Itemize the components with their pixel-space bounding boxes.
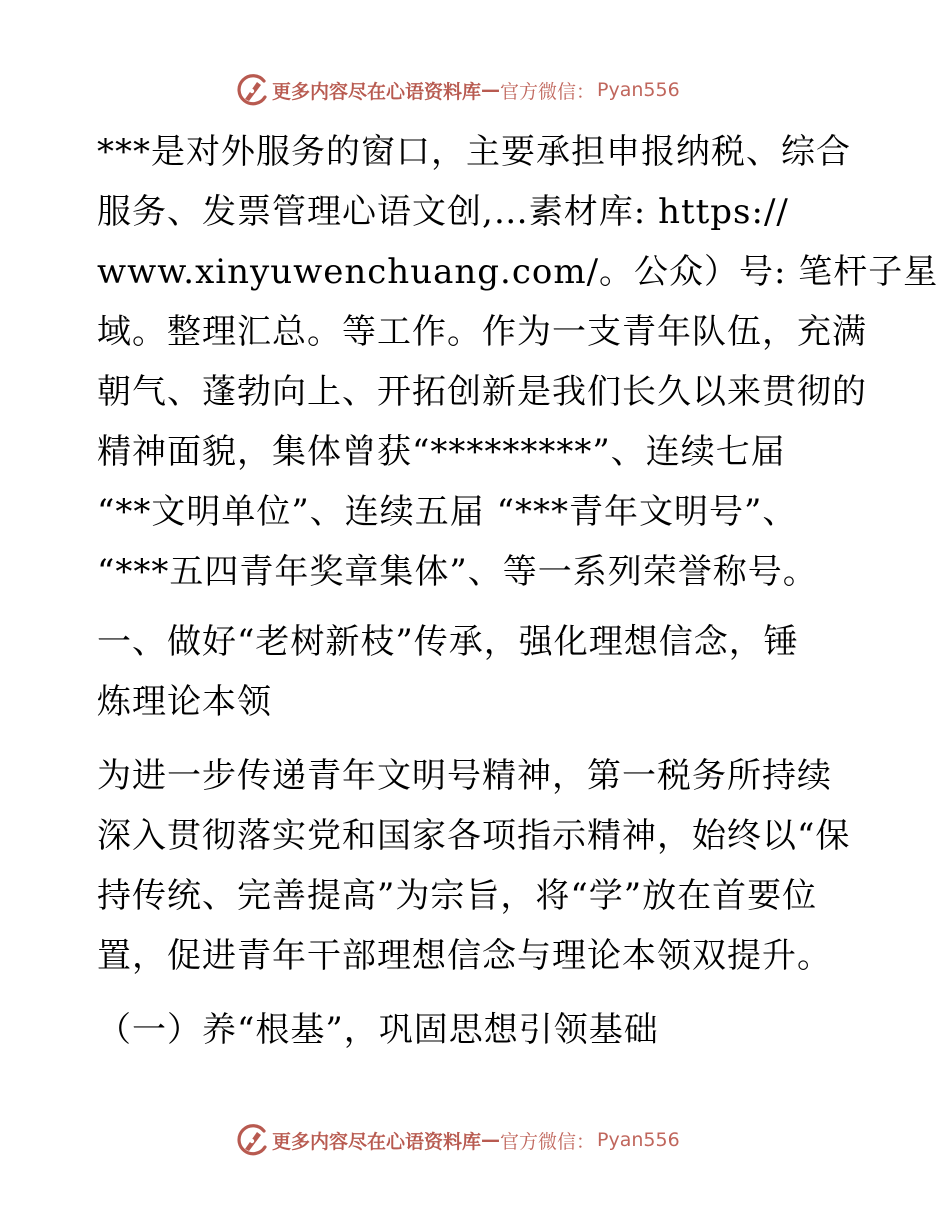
watermark-wechat-id: Pyan556	[597, 79, 680, 101]
watermark-header	[234, 72, 680, 108]
watermark-separator: —	[481, 1129, 501, 1151]
text-line: 置，促进青年干部理想信念与理论本领双提升。	[97, 936, 832, 976]
document-body	[97, 122, 939, 1060]
watermark-text: 更多内容尽在心语资料库	[272, 1130, 482, 1153]
watermark-separator: —	[481, 79, 501, 101]
text-line: 炼理论本领	[97, 682, 272, 722]
subsection-heading	[97, 1000, 857, 1060]
text-line: www.xinyuwenchuang.com/。公众）号: 笔杆子星	[97, 252, 939, 292]
text-line: 域。整理汇总。等工作。作为一支青年队伍，充满	[97, 312, 867, 352]
text-line: 朝气、蓬勃向上、开拓创新是我们长久以来贯彻的	[97, 372, 867, 412]
text-line: 深入贯彻落实党和国家各项指示精神，始终以“保	[97, 816, 851, 856]
text-line: “***五四青年奖章集体”、等一系列荣誉称号。	[97, 552, 818, 592]
watermark-wechat-id: Pyan556	[597, 1129, 680, 1151]
brand-logo-icon	[234, 72, 270, 108]
paragraph-intro	[97, 122, 939, 602]
text-line: 服务、发票管理心语文创,…素材库: https://	[97, 192, 789, 232]
brand-logo-icon	[234, 1122, 270, 1158]
text-line: ***是对外服务的窗口，主要承担申报纳税、综合	[97, 132, 851, 172]
watermark-wechat-label: 官方微信：	[500, 80, 596, 103]
text-line: 持传统、完善提高”为宗旨，将“学”放在首要位	[97, 876, 818, 916]
watermark-footer	[234, 1122, 680, 1158]
section-heading	[97, 612, 857, 732]
text-line: 为进一步传递青年文明号精神，第一税务所持续	[97, 756, 832, 796]
watermark-text: 更多内容尽在心语资料库	[272, 80, 482, 103]
text-line: 一、做好“老树新枝”传承，强化理想信念，锤	[97, 622, 799, 662]
paragraph-body	[97, 746, 857, 986]
text-line: 精神面貌，集体曾获“*********”、连续七届	[97, 432, 786, 472]
text-line: “**文明单位”、连续五届 “***青年文明号”、	[97, 492, 798, 532]
text-line: （一）养“根基”，巩固思想引领基础	[97, 1010, 659, 1050]
watermark-wechat-label: 官方微信：	[500, 1130, 596, 1153]
